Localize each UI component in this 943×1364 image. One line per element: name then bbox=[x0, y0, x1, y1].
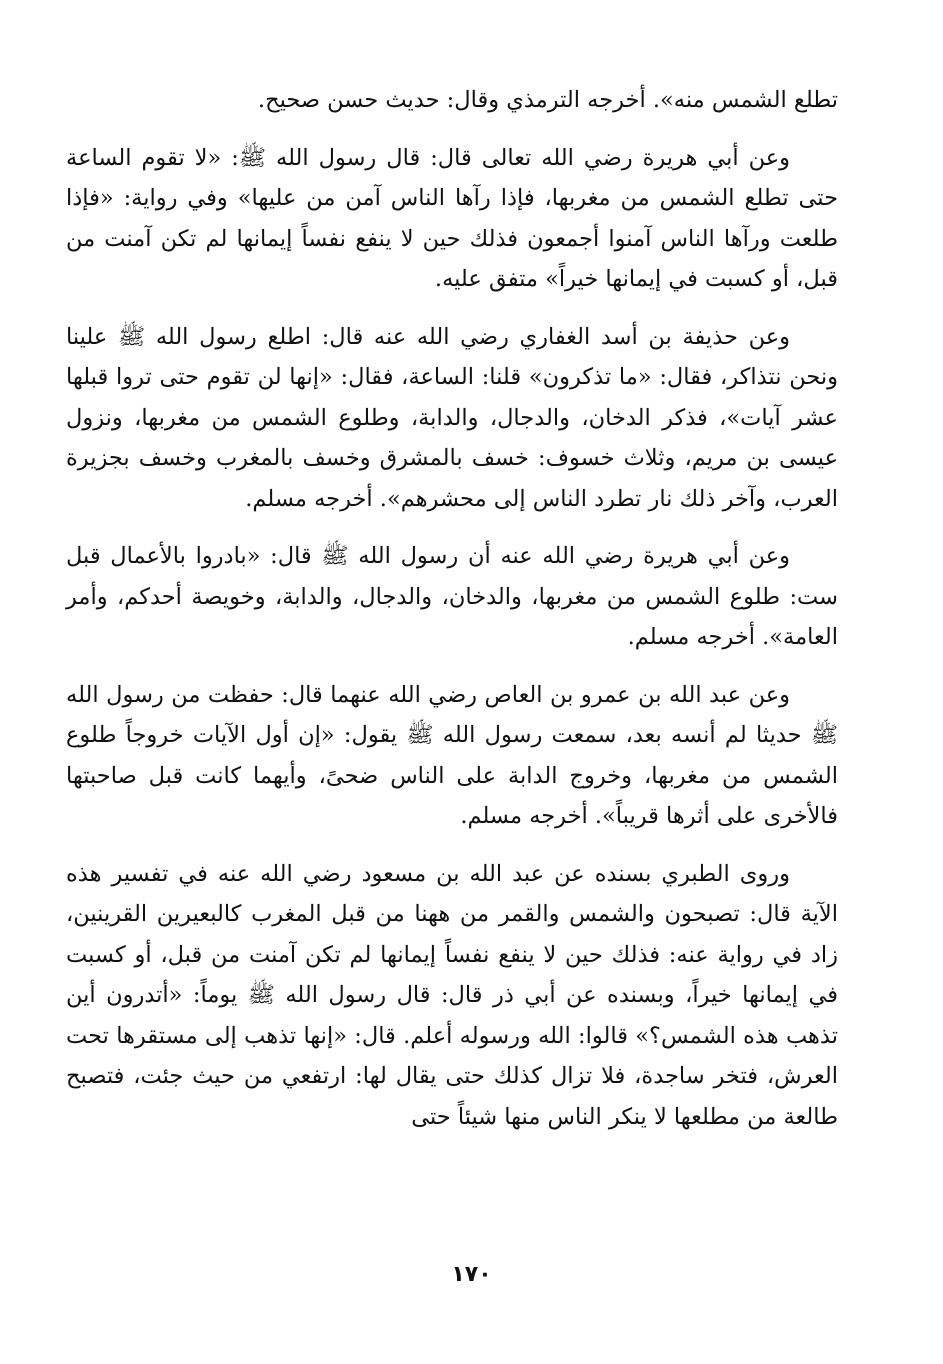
page-number: ١٧٠ bbox=[451, 1262, 492, 1287]
paragraph-1: تطلع الشمس منه». أخرجه الترمذي وقال: حديث حسن صحيح. bbox=[257, 87, 838, 113]
paragraph-2: وعن أبي هريرة رضي الله تعالى قال: قال رسول الله ﷺ: «لا تقوم الساعة حتى تطلع الشمس من مغربها، فإذا رآها الناس آمن من عليها» وفي رواية: «فإذا طلعت ورآها الناس آمنوا أجمعون فذلك حين لا ينفع نفساً إيمانها لم تكن آمنت من قبل، أو كسبت في إيمانها خيراً» متفق عليه. bbox=[66, 144, 838, 292]
paragraph-6: وروى الطبري بسنده عن عبد الله بن مسعود رضي الله عنه في تفسير هذه الآية قال: تصبحون والشمس والقمر من ههنا من قبل المغرب كالبعيرين القرينين، زاد في رواية عنه: فذلك حين لا ينفع نفساً إيمانها لم تكن آمنت من قبل، أو كسبت في إيمانها خيراً، وبسنده عن أبي ذر قال: قال رسول الله ﷺ يوماً: «أتدرون أين تذهب هذه الشمس؟» قالوا: الله ورسوله أعلم. قال: «إنها تذهب إلى مستقرها تحت العرش، فتخر ساجدة، فلا تزال كذلك حتى يقال لها: ارتفعي من حيث جئت، فتصبح طالعة من مطلعها لا ينكر الناس منها شيئاً حتى bbox=[66, 860, 838, 1130]
paragraph-3: وعن حذيفة بن أسد الغفاري رضي الله عنه قال: اطلع رسول الله ﷺ علينا ونحن نتذاكر، فقال: «ما تذكرون» قلنا: الساعة، فقال: «إنها لن تقوم حتى تروا قبلها عشر آيات»، فذكر الدخان، والدجال، والدابة، وطلوع الشمس من مغربها، ونزول عيسى بن مريم، وثلاث خسوف: خسف بالمشرق وخسف بالمغرب وخسف بجزيرة العرب، وآخر ذلك نار تطرد الناس إلى محشرهم». أخرجه مسلم. bbox=[66, 323, 838, 512]
paragraph-5: وعن عبد الله بن عمرو بن العاص رضي الله عنهما قال: حفظت من رسول الله ﷺ حديثا لم أنسه بعد، سمعت رسول الله ﷺ يقول: «إن أول الآيات خروجاً طلوع الشمس من مغربها، وخروج الدابة على الناس ضحىً، وأيهما كانت قبل صاحبتها فالأخرى على أثرها قريباً». أخرجه مسلم. bbox=[66, 681, 838, 829]
paragraph-4: وعن أبي هريرة رضي الله عنه أن رسول الله ﷺ قال: «بادروا بالأعمال قبل ست: طلوع الشمس من مغربها، والدخان، والدجال، والدابة، وخويصة أحدكم، وأمر العامة». أخرجه مسلم. bbox=[66, 543, 838, 650]
page-body bbox=[66, 80, 838, 1154]
